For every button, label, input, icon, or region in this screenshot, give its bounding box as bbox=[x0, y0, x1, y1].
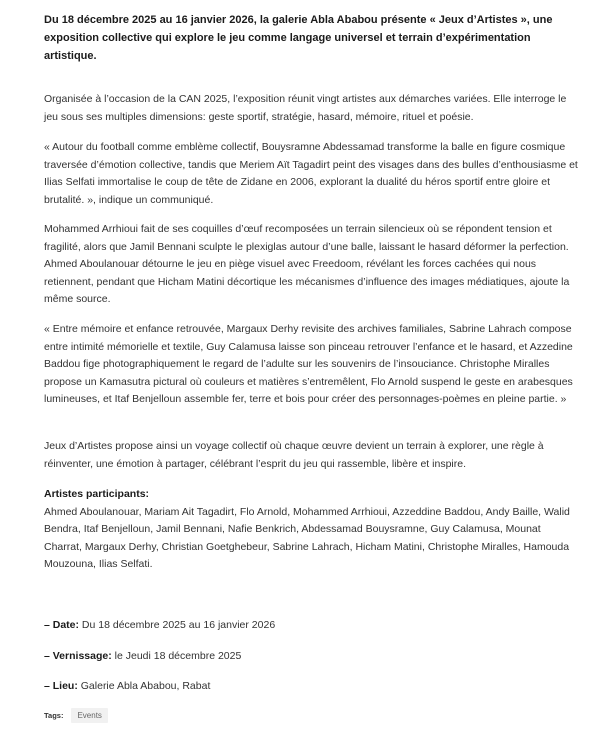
tags-row bbox=[44, 708, 108, 723]
detail-lieu bbox=[44, 678, 578, 696]
lieu-label: – Lieu: bbox=[44, 680, 78, 692]
paragraph-quote-memory: « Entre mémoire et enfance retrouvée, Margaux Derhy revisite des archives familiales, Sabrine Lahrach compose entre intimité mémorielle et textile, Guy Calamusa laisse son pinceau retrouver l’enfance et le hasard, et Azzedine Baddou fige photographiquement le regard de l’adulte sur les souvenirs de l’insouciance. Christophe Miralles propose un Kamasutra pictural où couleurs et matières s’entremêlent, Flo Arnold suspend le geste en arabesques lumineuses, et Itaf Benjelloun assemble fer, terre et bois pour créer des personnages-poèmes en pleine partie. » bbox=[44, 323, 573, 406]
artists-section bbox=[44, 486, 578, 574]
vernissage-label: – Vernissage: bbox=[44, 650, 112, 662]
article-lead: Du 18 décembre 2025 au 16 janvier 2026, la galerie Abla Ababou présente « Jeux d’Artistes », une exposition collective qui explore le jeu comme langage universel et terrain d’expérimentation artistique. bbox=[44, 14, 553, 62]
paragraph-conclusion: Jeux d’Artistes propose ainsi un voyage collectif où chaque œuvre devient un terrain à explorer, une règle à réinventer, une émotion à partager, célébrant l’esprit du jeu qui rassemble, libère et inspire. bbox=[44, 440, 544, 470]
paragraph-artists-works: Mohammed Arrhioui fait de ses coquilles d’œuf recomposées un terrain silencieux où se répondent tension et fragilité, alors que Jamil Bennani sculpte le plexiglas autour d’une balle, laissant le hasard déformer la perfection. Ahmed Aboulanouar détourne le jeu en piège visuel avec Freedoom, révélant les forces cachées qui nous retiennent, pendant que Hicham Matini décortique les mécanismes d’influence des images médiatiques, ajoute la même source. bbox=[44, 223, 570, 306]
detail-vernissage bbox=[44, 648, 578, 666]
date-value: Du 18 décembre 2025 au 16 janvier 2026 bbox=[79, 619, 276, 631]
paragraph-intro: Organisée à l’occasion de la CAN 2025, l’exposition réunit vingt artistes aux démarches variées. Elle interroge le jeu sous ses multiples dimensions: geste sportif, stratégie, hasard, mémoire, rituel et poésie. bbox=[44, 93, 567, 123]
artists-label: Artistes participants: bbox=[44, 488, 150, 500]
detail-date bbox=[44, 617, 578, 635]
paragraph-quote-football: « Autour du football comme emblème collectif, Bouysramne Abdessamad transforme la balle en figure cosmique traversée d’émotion collective, tandis que Meriem Aït Tagadirt peint des visages dans des bulles d’enthousiasme et Ilias Selfati immortalise le coup de tête de Zidane en 2006, explorant la dualité du héros sportif entre gloire et brutalité. », indique un communiqué. bbox=[44, 141, 578, 206]
date-label: – Date: bbox=[44, 619, 80, 631]
tag-events[interactable]: Events bbox=[71, 708, 107, 723]
vernissage-value: le Jeudi 18 décembre 2025 bbox=[111, 650, 242, 662]
lieu-value: Galerie Abla Ababou, Rabat bbox=[77, 680, 211, 692]
tags-label: Tags: bbox=[44, 711, 64, 720]
artists-list: Ahmed Aboulanouar, Mariam Ait Tagadirt, Flo Arnold, Mohammed Arrhioui, Azzeddine Baddou, Andy Baille, Walid Bendra, Itaf Benjelloun, Jamil Bennani, Nafie Benkrich, Abdessamad Bouysramne, Guy Calamusa, Mounat Charrat, Margaux Derhy, Christian Goetghebeur, Sabrine Lahrach, Hicham Matini, Christophe Miralles, Hamouda Mouzouna, Ilias Selfati. bbox=[44, 505, 570, 571]
